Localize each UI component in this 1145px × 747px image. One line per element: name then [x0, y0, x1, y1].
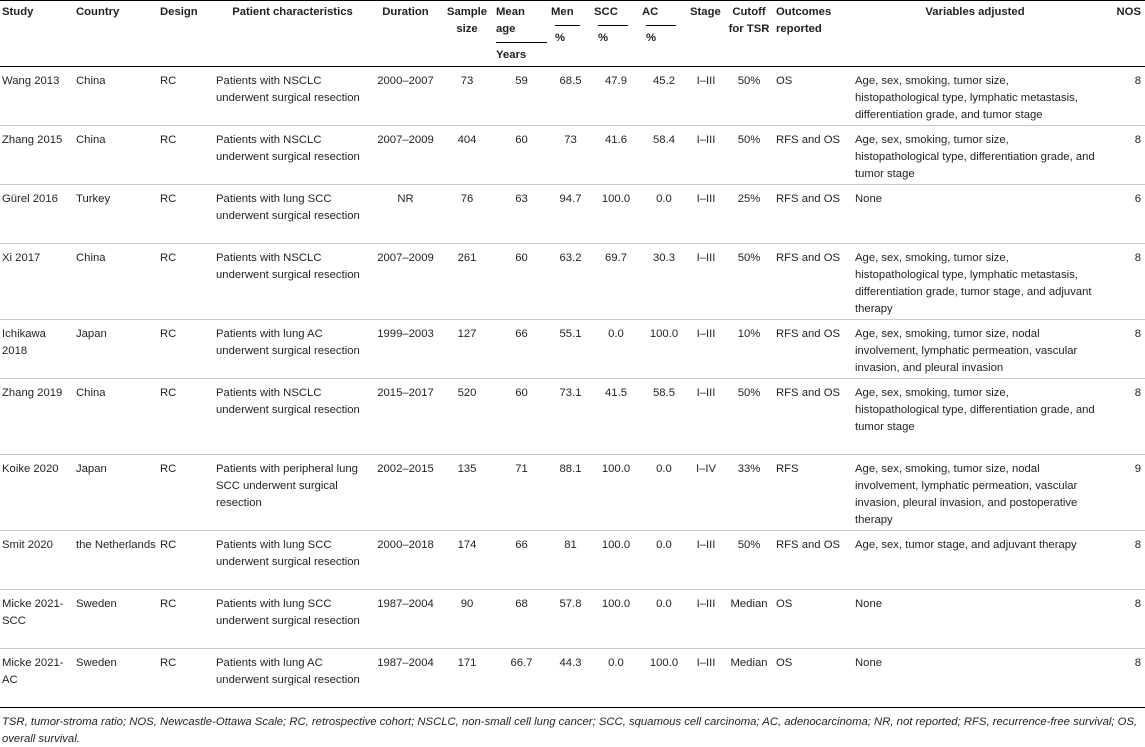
cell-men: 94.7 [559, 193, 582, 206]
cell-scc: 69.7 [605, 252, 627, 265]
cell-outcomes: OS [776, 657, 793, 670]
cell-stage: I–III [696, 387, 716, 400]
header-country: Country [76, 6, 120, 18]
cell-nos: 8 [1134, 252, 1141, 265]
cell-duration: 2000–2007 [377, 75, 434, 88]
cell-design: RC [160, 598, 177, 611]
cell-cutoff: 50% [737, 387, 761, 400]
cell-nos: 8 [1134, 598, 1141, 611]
cell-variables: Age, sex, smoking, tumor size, histopathological type, lymphatic metastasis, differentiation grade, tumor stage, and adjuvant therapy [855, 252, 1092, 315]
cell-outcomes: RFS and OS [776, 328, 841, 341]
cell-men: 73.1 [559, 387, 582, 400]
cell-variables: Age, sex, tumor stage, and adjuvant therapy [855, 539, 1077, 552]
cell-study: Ichikawa 2018 [2, 328, 46, 358]
cell-ac: 100.0 [649, 657, 679, 670]
header-variables-adjusted: Variables adjusted [925, 6, 1025, 18]
cell-men: 44.3 [559, 657, 582, 670]
cell-scc: 100.0 [601, 463, 631, 476]
cell-variables: Age, sex, smoking, tumor size, histopathological type, lymphatic metastasis, differentiation grade, and tumor stage [855, 75, 1078, 121]
cell-stage: I–III [696, 657, 716, 670]
cell-design: RC [160, 328, 177, 341]
header-design: Design [160, 6, 198, 18]
header-scc [592, 1, 640, 67]
cell-country: Japan [76, 463, 107, 476]
cell-nos: 8 [1134, 539, 1141, 552]
table-row [0, 244, 1145, 320]
cell-ac: 0.0 [656, 598, 672, 611]
cell-scc: 100.0 [601, 539, 631, 552]
cell-study: Xi 2017 [2, 252, 41, 265]
cell-cutoff: 50% [737, 134, 761, 147]
cell-cutoff: Median [730, 598, 768, 611]
cell-outcomes: RFS and OS [776, 387, 841, 400]
header-stage: Stage [690, 6, 721, 18]
header-row [0, 1, 1145, 67]
cell-outcomes: RFS and OS [776, 134, 841, 147]
cell-patient-characteristics: Patients with lung AC underwent surgical resection [216, 328, 360, 358]
header-outcomes-reported: Outcomes reported [776, 6, 832, 35]
cell-patient-characteristics: Patients with lung AC underwent surgical resection [216, 657, 360, 687]
header-mean-age [494, 1, 549, 67]
cell-outcomes: RFS [776, 463, 799, 476]
header-men [549, 1, 592, 67]
cell-men: 63.2 [559, 252, 582, 265]
cell-mean-age: 60 [515, 134, 528, 147]
header-duration: Duration [382, 6, 429, 18]
cell-scc: 100.0 [601, 598, 631, 611]
cell-sample-size: 261 [457, 252, 477, 265]
table-row [0, 649, 1145, 708]
cell-stage: I–III [696, 75, 716, 88]
header-mean-age-label: Mean age [496, 6, 525, 35]
cell-ac: 0.0 [656, 539, 672, 552]
cell-duration: 2007–2009 [377, 134, 434, 147]
cell-men: 68.5 [559, 75, 582, 88]
cell-design: RC [160, 134, 177, 147]
cell-mean-age: 59 [515, 75, 528, 88]
cell-scc: 41.6 [605, 134, 627, 147]
cell-nos: 6 [1134, 193, 1141, 206]
cell-cutoff: 50% [737, 252, 761, 265]
cell-patient-characteristics: Patients with peripheral lung SCC underwent surgical resection [216, 463, 358, 509]
cell-cutoff: 50% [737, 539, 761, 552]
cell-variables: None [855, 657, 883, 670]
cell-design: RC [160, 387, 177, 400]
cell-mean-age: 63 [515, 193, 528, 206]
cell-sample-size: 73 [460, 75, 474, 88]
cell-patient-characteristics: Patients with lung SCC underwent surgical resection [216, 539, 360, 569]
cell-study: Wang 2013 [2, 75, 60, 88]
cell-outcomes: OS [776, 598, 793, 611]
cell-nos: 8 [1134, 75, 1141, 88]
cell-sample-size: 404 [457, 134, 477, 147]
header-study: Study [2, 6, 34, 18]
cell-patient-characteristics: Patients with lung SCC underwent surgical resection [216, 193, 360, 223]
header-ac [640, 1, 688, 67]
cell-variables: Age, sex, smoking, tumor size, histopathological type, differentiation grade, and tumor stage [855, 134, 1095, 180]
cell-study: Koike 2020 [2, 463, 59, 476]
cell-study: Zhang 2015 [2, 134, 63, 147]
cell-scc: 100.0 [601, 193, 631, 206]
table-row [0, 590, 1145, 649]
cell-ac: 0.0 [656, 463, 672, 476]
cell-patient-characteristics: Patients with lung SCC underwent surgical resection [216, 598, 360, 628]
header-ac-unit: % [646, 25, 676, 47]
cell-ac: 0.0 [656, 193, 672, 206]
cell-stage: I–III [696, 539, 716, 552]
cell-men: 73 [564, 134, 577, 147]
cell-variables: None [855, 193, 883, 206]
cell-mean-age: 66 [515, 539, 528, 552]
cell-mean-age: 66.7 [510, 657, 533, 670]
cell-nos: 8 [1134, 657, 1141, 670]
header-cutoff-for-tsr: Cutoff for TSR [728, 6, 770, 35]
cell-outcomes: RFS and OS [776, 193, 841, 206]
header-sample-size: Sample size [446, 6, 488, 35]
table-row [0, 320, 1145, 379]
cell-cutoff: Median [730, 657, 768, 670]
table-row [0, 531, 1145, 590]
cell-sample-size: 127 [457, 328, 477, 341]
cell-ac: 100.0 [649, 328, 679, 341]
cell-mean-age: 60 [515, 387, 528, 400]
table-footnote: TSR, tumor-stroma ratio; NOS, Newcastle-Ottawa Scale; RC, retrospective cohort; NSCLC, non-small cell lung cancer; SCC, squamous cell carcinoma; AC, adenocarcinoma; NR, not reported; RFS, recurrence-free survival; OS, overall survival. [2, 716, 1138, 745]
cell-duration: 2015–2017 [377, 387, 434, 400]
cell-sample-size: 174 [457, 539, 477, 552]
cell-sample-size: 90 [460, 598, 474, 611]
cell-country: the Netherlands [76, 539, 156, 552]
cell-study: Zhang 2019 [2, 387, 63, 400]
cell-cutoff: 25% [737, 193, 761, 206]
cell-outcomes: RFS and OS [776, 252, 841, 265]
header-scc-unit: % [598, 25, 628, 47]
cell-duration: 2007–2009 [377, 252, 434, 265]
cell-country: Sweden [76, 598, 117, 611]
cell-men: 81 [564, 539, 577, 552]
cell-design: RC [160, 75, 177, 88]
cell-stage: I–III [696, 328, 716, 341]
cell-sample-size: 135 [457, 463, 477, 476]
cell-patient-characteristics: Patients with NSCLC underwent surgical resection [216, 134, 360, 164]
cell-mean-age: 66 [515, 328, 528, 341]
cell-study: Smit 2020 [2, 539, 53, 552]
cell-country: Sweden [76, 657, 117, 670]
table-row [0, 67, 1145, 126]
cell-ac: 30.3 [653, 252, 675, 265]
cell-variables: Age, sex, smoking, tumor size, nodal involvement, lymphatic permeation, vascular invasion, pleural invasion, and postoperative therapy [855, 463, 1078, 526]
cell-duration: 1987–2004 [377, 598, 434, 611]
cell-design: RC [160, 539, 177, 552]
header-mean-age-unit: Years [496, 42, 547, 64]
cell-patient-characteristics: Patients with NSCLC underwent surgical resection [216, 252, 360, 282]
cell-outcomes: RFS and OS [776, 539, 841, 552]
cell-stage: I–III [696, 134, 716, 147]
header-scc-label: SCC [594, 6, 618, 18]
cell-mean-age: 68 [515, 598, 528, 611]
cell-design: RC [160, 463, 177, 476]
cell-scc: 41.5 [605, 387, 627, 400]
cell-scc: 0.0 [608, 657, 624, 670]
cell-stage: I–III [696, 193, 716, 206]
cell-mean-age: 71 [515, 463, 528, 476]
cell-country: Turkey [76, 193, 111, 206]
cell-cutoff: 50% [737, 75, 761, 88]
cell-nos: 8 [1134, 328, 1141, 341]
table-row [0, 185, 1145, 244]
cell-duration: 2002–2015 [377, 463, 434, 476]
cell-cutoff: 33% [737, 463, 761, 476]
cell-stage: I–III [696, 252, 716, 265]
header-ac-label: AC [642, 6, 659, 18]
cell-study: Micke 2021-AC [2, 657, 64, 687]
cell-sample-size: 520 [457, 387, 477, 400]
cell-ac: 58.5 [653, 387, 675, 400]
cell-design: RC [160, 193, 177, 206]
cell-sample-size: 171 [457, 657, 477, 670]
cell-nos: 8 [1134, 387, 1141, 400]
table-header [0, 1, 1145, 67]
cell-ac: 45.2 [653, 75, 675, 88]
header-men-unit: % [555, 25, 580, 47]
cell-study: Gürel 2016 [2, 193, 58, 206]
cell-men: 55.1 [559, 328, 582, 341]
cell-variables: Age, sex, smoking, tumor size, nodal involvement, lymphatic permeation, vascular invasion, and pleural invasion [855, 328, 1078, 374]
cell-design: RC [160, 657, 177, 670]
cell-nos: 9 [1134, 463, 1141, 476]
table-row [0, 126, 1145, 185]
header-nos: NOS [1116, 6, 1141, 18]
cell-men: 57.8 [559, 598, 582, 611]
cell-design: RC [160, 252, 177, 265]
cell-patient-characteristics: Patients with NSCLC underwent surgical resection [216, 75, 360, 105]
cell-outcomes: OS [776, 75, 793, 88]
cell-country: China [76, 134, 106, 147]
cell-stage: I–III [696, 598, 716, 611]
cell-stage: I–IV [695, 463, 717, 476]
cell-nos: 8 [1134, 134, 1141, 147]
cell-duration: NR [397, 193, 414, 206]
cell-scc: 0.0 [608, 328, 624, 341]
cell-duration: 1999–2003 [377, 328, 434, 341]
cell-scc: 47.9 [605, 75, 627, 88]
cell-country: Japan [76, 328, 107, 341]
header-men-label: Men [551, 6, 574, 18]
cell-men: 88.1 [559, 463, 582, 476]
cell-variables: None [855, 598, 883, 611]
table-row [0, 379, 1145, 455]
cell-country: China [76, 252, 106, 265]
cell-sample-size: 76 [460, 193, 474, 206]
table-body [0, 67, 1145, 708]
table-row [0, 455, 1145, 531]
header-patient-characteristics: Patient characteristics [232, 6, 353, 18]
cell-mean-age: 60 [515, 252, 528, 265]
cell-country: China [76, 75, 106, 88]
cell-duration: 2000–2018 [377, 539, 434, 552]
cell-variables: Age, sex, smoking, tumor size, histopathological type, differentiation grade, and tumor stage [855, 387, 1095, 433]
cell-country: China [76, 387, 106, 400]
cell-ac: 58.4 [653, 134, 675, 147]
cell-duration: 1987–2004 [377, 657, 434, 670]
cell-study: Micke 2021-SCC [2, 598, 64, 628]
cell-patient-characteristics: Patients with NSCLC underwent surgical resection [216, 387, 360, 417]
cell-cutoff: 10% [737, 328, 761, 341]
